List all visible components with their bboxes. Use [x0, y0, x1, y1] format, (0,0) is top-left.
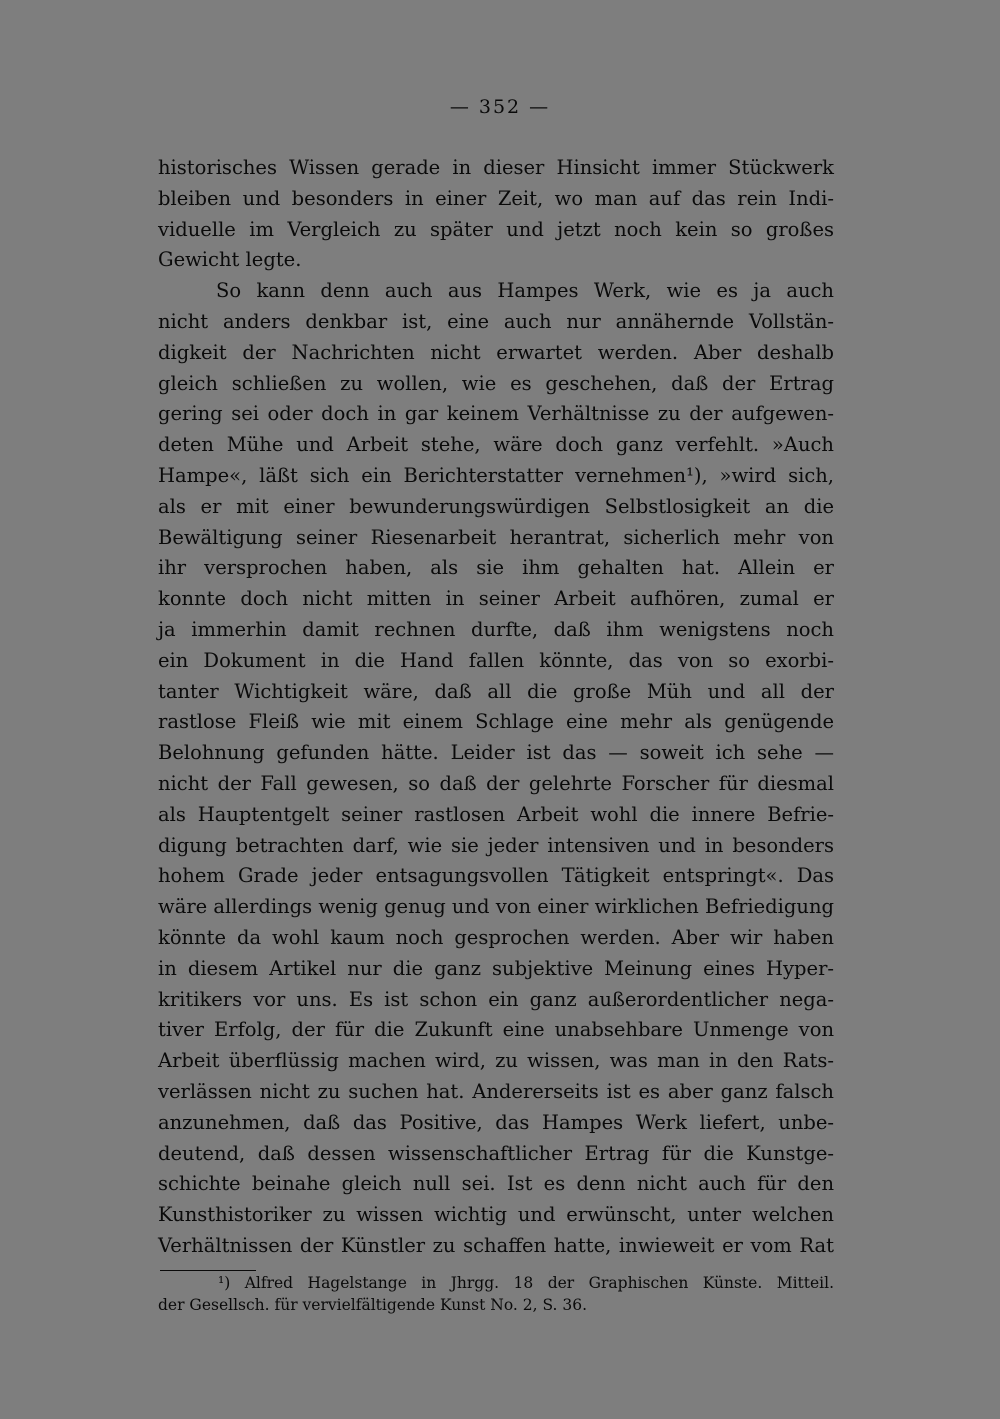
text-line: könnte da wohl kaum noch gesprochen werden. Aber wir haben — [158, 925, 834, 949]
text-line: tiver Erfolg, der für die Zukunft eine unabsehbare Unmenge von — [158, 1018, 834, 1042]
text-line: Kunsthistoriker zu wissen wichtig und erwünscht, unter welchen — [158, 1203, 834, 1227]
text-line: kritikers vor uns. Es ist schon ein ganz außerordentlicher nega- — [158, 987, 834, 1011]
page-number: — 352 — — [449, 96, 551, 118]
body-text — [158, 153, 834, 1262]
text-line: historisches Wissen gerade in dieser Hinsicht immer Stückwerk — [158, 156, 834, 179]
text-line: deutend, daß dessen wissenschaftlicher Ertrag für die Kunstge- — [158, 1141, 834, 1165]
text-line: ja immerhin damit rechnen durfte, daß ihm wenigstens noch — [158, 617, 834, 641]
text-line: als er mit einer bewunderungswürdigen Selbstlosigkeit an die — [158, 494, 834, 518]
text-line: viduelle im Vergleich zu später und jetzt noch kein so großes — [158, 217, 834, 241]
text-line: in diesem Artikel nur die ganz subjektive Meinung eines Hyper- — [158, 956, 834, 980]
text-line: gleich schließen zu wollen, wie es geschehen, daß der Ertrag — [158, 371, 834, 395]
footnote-line: der Gesellsch. für vervielfältigende Kunst No. 2, S. 36. — [158, 1296, 588, 1314]
text-line: schichte beinahe gleich null sei. Ist es denn nicht auch für den — [158, 1172, 834, 1196]
text-line: bleiben und besonders in einer Zeit, wo man auf das rein Indi- — [158, 186, 834, 210]
text-line: So kann denn auch aus Hampes Werk, wie es ja auch — [216, 279, 834, 303]
text-line: Hampe«, läßt sich ein Berichterstatter vernehmen¹), »wird sich, — [158, 463, 834, 487]
text-line: Gewicht legte. — [158, 248, 302, 272]
text-line: konnte doch nicht mitten in seiner Arbeit aufhören, zumal er — [158, 587, 834, 611]
text-line: Belohnung gefunden hätte. Leider ist das — soweit ich sehe — — [158, 741, 834, 765]
text-line: Arbeit überflüssig machen wird, zu wissen, was man in den Rats- — [158, 1049, 834, 1073]
text-line: hohem Grade jeder entsagungsvollen Tätigkeit entspringt«. Das — [158, 864, 834, 888]
text-line: nicht anders denkbar ist, eine auch nur annähernde Vollstän- — [158, 309, 834, 333]
text-line: als Hauptentgelt seiner rastlosen Arbeit wohl die innere Befrie- — [158, 802, 834, 826]
text-line: deten Mühe und Arbeit stehe, wäre doch ganz verfehlt. »Auch — [158, 433, 834, 457]
text-line: digung betrachten darf, wie sie jeder intensiven und in besonders — [158, 833, 834, 857]
text-line: rastlose Fleiß wie mit einem Schlage eine mehr als genügende — [158, 710, 834, 734]
text-line: ihr versprochen haben, als sie ihm gehalten hat. Allein er — [158, 556, 834, 580]
text-line: gering sei oder doch in gar keinem Verhältnisse zu der aufgewen- — [158, 402, 834, 426]
text-line: verlässen nicht zu suchen hat. Andererseits ist es aber ganz falsch — [158, 1079, 834, 1103]
text-line: anzunehmen, daß das Positive, das Hampes Werk liefert, unbe- — [158, 1110, 834, 1134]
footnotes — [158, 1272, 834, 1316]
text-line: wäre allerdings wenig genug und von einer wirklichen Befriedigung — [158, 895, 834, 919]
footnote-separator — [160, 1270, 256, 1271]
text-line: digkeit der Nachrichten nicht erwartet werden. Aber deshalb — [158, 340, 834, 364]
text-line: ein Dokument in die Hand fallen könnte, das von so exorbi- — [158, 648, 834, 672]
text-line: nicht der Fall gewesen, so daß der gelehrte Forscher für diesmal — [158, 771, 834, 795]
text-line: tanter Wichtigkeit wäre, daß all die große Müh und all der — [158, 679, 834, 703]
footnote-line: ¹) Alfred Hagelstange in Jhrgg. 18 der Graphischen Künste. Mitteil. — [218, 1274, 834, 1292]
text-line: Verhältnissen der Künstler zu schaffen hatte, inwieweit er vom Rat — [158, 1233, 834, 1257]
text-line: Bewältigung seiner Riesenarbeit herantrat, sicherlich mehr von — [158, 525, 834, 549]
